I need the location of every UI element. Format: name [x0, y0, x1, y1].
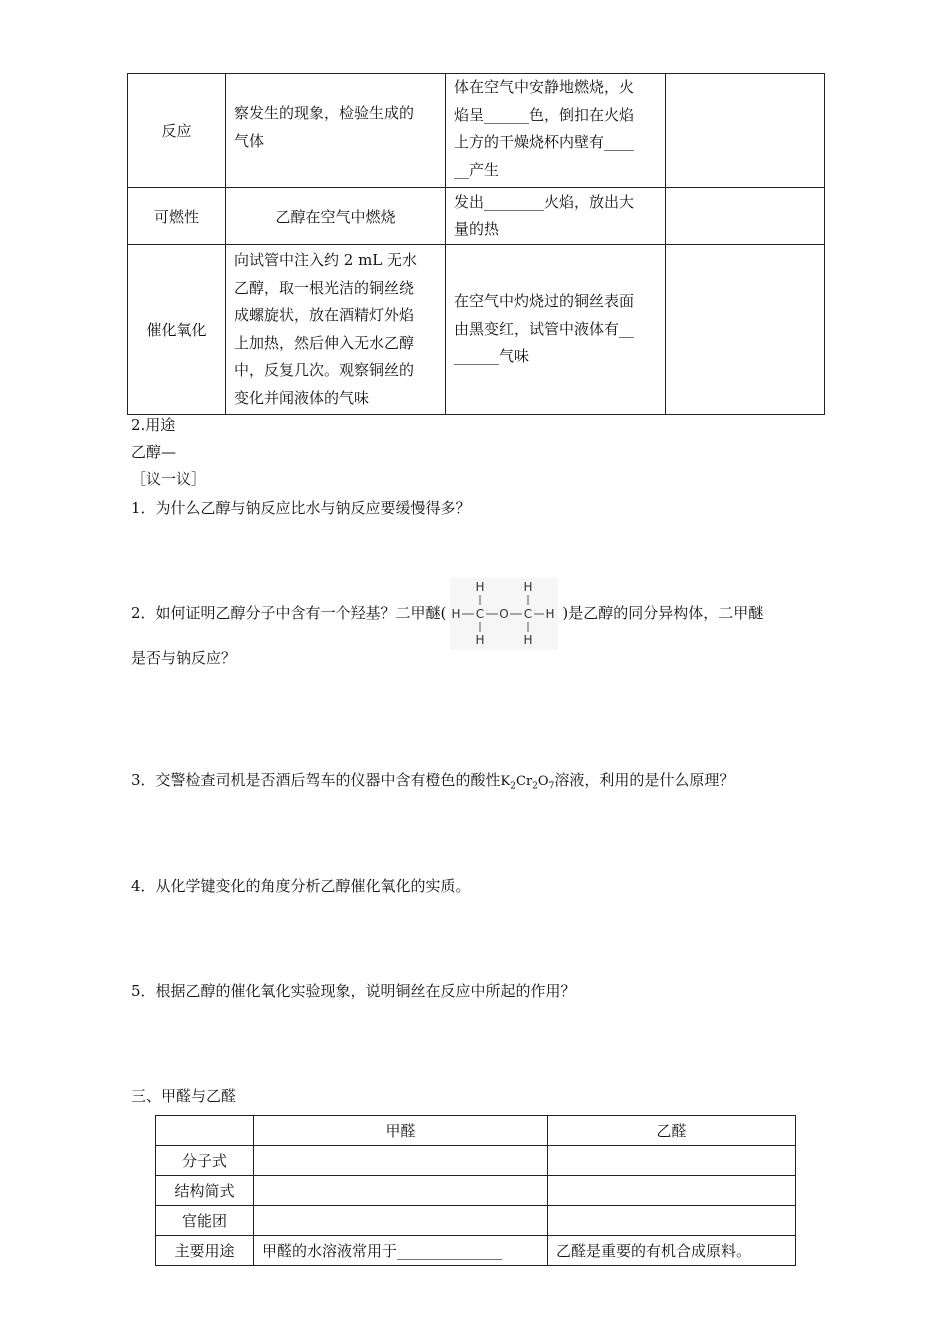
dimethyl-ether-structure [450, 578, 558, 650]
table-cell: 乙醛是重要的有机合成原料。 [548, 1236, 796, 1266]
row-label-text: 可燃性 [153, 207, 199, 226]
formula-sub: 2 [510, 781, 516, 792]
phenomenon-line: ______气味 [454, 347, 530, 366]
table-cell: 甲醛的水溶液常用于______________ [254, 1236, 548, 1266]
atom-h: H [523, 580, 533, 594]
operation-line: 变化并闻液体的气味 [234, 388, 370, 407]
table-header-row [156, 1116, 796, 1146]
operation-cell [226, 74, 446, 188]
table-cell [548, 1176, 796, 1206]
operation-line: 气体 [234, 131, 265, 150]
phenomenon-line: 体在空气中安静地燃烧，火 [454, 78, 635, 96]
aldehyde-table [155, 1115, 796, 1266]
atom-h: H [475, 633, 485, 647]
question-4: 4．从化学键变化的角度分析乙醇催化氧化的实质。 [131, 877, 471, 895]
operation-line: 乙醇在空气中燃烧 [275, 207, 396, 226]
row-label: 官能团 [156, 1206, 254, 1236]
formula-o: O [537, 774, 549, 789]
question-3-text-after: 溶液，利用的是什么原理？ [554, 771, 735, 789]
formula-cr: Cr [516, 774, 533, 789]
row-label-text: 催化氧化 [146, 321, 207, 339]
table-row [128, 74, 825, 188]
conclusion-cell [666, 245, 825, 415]
phenomenon-line: 量的热 [454, 220, 500, 238]
row-label: 分子式 [156, 1146, 254, 1176]
conclusion-cell [666, 74, 825, 188]
table-cell [254, 1206, 548, 1236]
operation-line: 成螺旋状，放在酒精灯外焰 [234, 306, 415, 324]
row-label [128, 245, 226, 415]
formula-sub: 7 [548, 781, 555, 792]
operation-line: 察发生的现象，检验生成的 [234, 104, 415, 122]
table-row [156, 1236, 796, 1266]
structure-diagram [450, 578, 558, 650]
phenomenon-line: 由黑变红，试管中液体有__ [454, 319, 635, 338]
operation-cell [226, 245, 446, 415]
question-1: 1．为什么乙醇与钠反应比水与钠反应要缓慢得多？ [131, 499, 471, 517]
phenomenon-line: 上方的干燥烧杯内壁有____ [454, 133, 635, 151]
operation-line: 中，反复几次。观察铜丝的 [234, 361, 415, 379]
conclusion-cell [666, 188, 825, 245]
header-cell: 乙醛 [548, 1116, 796, 1146]
header-cell [156, 1116, 254, 1146]
operation-line: 上加热，然后伸入无水乙醇 [234, 333, 415, 352]
operation-line: 向试管中注入约 2 mL 无水 [234, 251, 418, 269]
formula-k: K [500, 774, 511, 789]
question-5: 5．根据乙醇的催化氧化实验现象，说明铜丝在反应中所起的作用？ [131, 982, 576, 1000]
question-2-text-after: )是乙醇的同分异构体，二甲醚 [562, 604, 764, 622]
table-cell [254, 1176, 548, 1206]
atom-c: C [476, 607, 485, 621]
table-cell [548, 1146, 796, 1176]
phenomenon-cell [446, 74, 666, 188]
phenomenon-line: 焰呈______色，倒扣在火焰 [454, 105, 635, 124]
question-3-text-before: 3．交警检查司机是否酒后驾车的仪器中含有橙色的酸性 [131, 771, 501, 789]
operation-cell [226, 188, 446, 245]
phenomenon-cell [446, 188, 666, 245]
experiment-table [127, 73, 825, 415]
discuss-heading: ［议一议］ [131, 470, 207, 488]
header-cell: 甲醛 [254, 1116, 548, 1146]
row-label: 结构简式 [156, 1176, 254, 1206]
phenomenon-line: 发出________火焰，放出大 [454, 192, 635, 211]
section-heading-uses: 2.用途 [131, 416, 176, 434]
ethanol-uses-line: 乙醇— [131, 443, 177, 461]
table-row [156, 1176, 796, 1206]
formula-sub: 2 [532, 781, 538, 792]
atom-h: H [475, 580, 485, 594]
phenomenon-cell [446, 245, 666, 415]
phenomenon-line: 在空气中灼烧过的铜丝表面 [454, 292, 635, 311]
question-2 [131, 578, 831, 672]
dichromate-formula [500, 774, 555, 792]
table-row [156, 1146, 796, 1176]
table-cell [548, 1206, 796, 1236]
table-row [156, 1206, 796, 1236]
row-label [128, 188, 226, 245]
operation-line: 乙醇，取一根光洁的铜丝绕 [234, 278, 415, 297]
table-row [128, 188, 825, 245]
atom-h: H [451, 607, 461, 621]
atom-c: C [524, 607, 533, 621]
phenomenon-line: __产生 [454, 160, 500, 179]
table-row [128, 245, 825, 415]
question-3 [131, 766, 831, 801]
row-label-text: 反应 [161, 122, 192, 140]
section-heading-aldehydes: 三、甲醛与乙醛 [131, 1087, 237, 1105]
atom-h: H [545, 607, 555, 621]
row-label [128, 74, 226, 188]
atom-o: O [499, 607, 510, 621]
question-2-text-before: 2．如何证明乙醇分子中含有一个羟基？二甲醚( [131, 604, 447, 622]
atom-h: H [523, 633, 533, 647]
row-label: 主要用途 [156, 1236, 254, 1266]
table-cell [254, 1146, 548, 1176]
question-2-line-2: 是否与钠反应？ [131, 649, 237, 667]
